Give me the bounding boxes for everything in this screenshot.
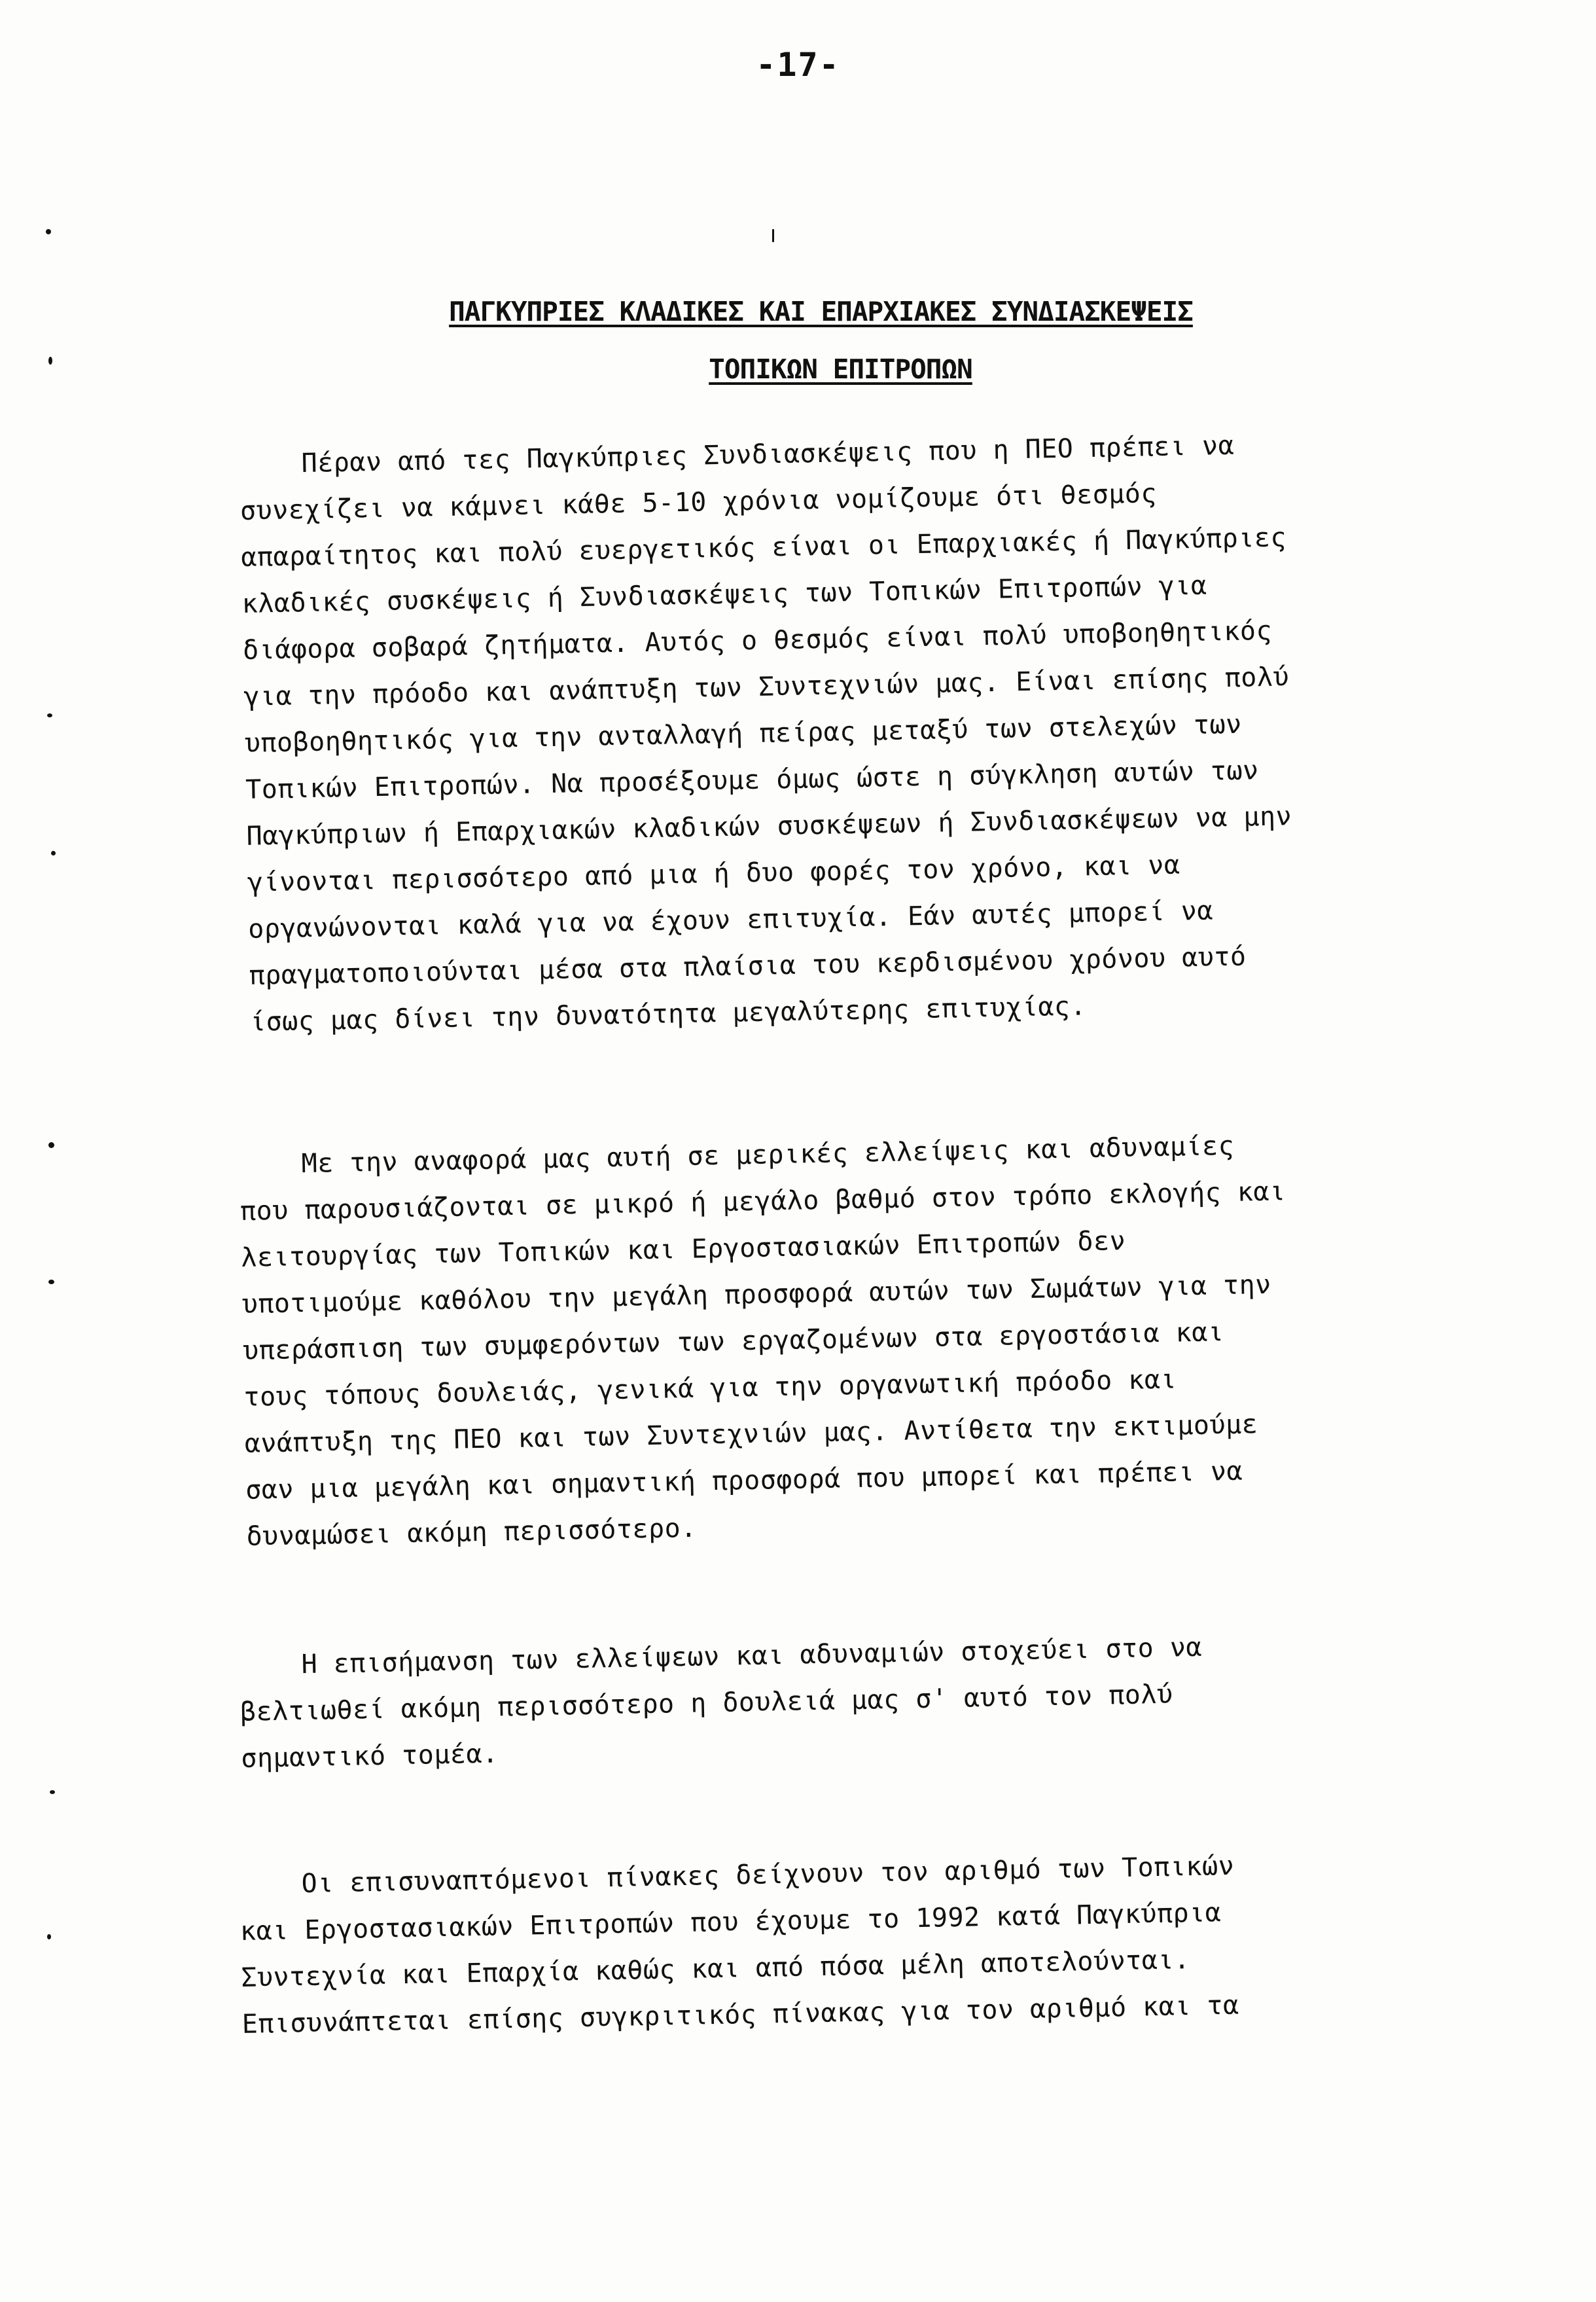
paragraph-line: Η επισήμανση των ελλείψεων και αδυναμιών στοχεύει στο να <box>301 1632 1203 1680</box>
paragraph-line: βελτιωθεί ακόμη περισσότερο η δουλειά μας σ' αυτό τον πολύ <box>239 1679 1173 1727</box>
scan-speck <box>47 1934 51 1939</box>
paragraph-line: Επισυνάπτεται επίσης συγκριτικός πίνακας για τον αριθμό και τα <box>241 1990 1240 2040</box>
scan-speck <box>51 851 56 855</box>
scan-speck <box>48 1280 54 1284</box>
paragraph-line: σαν μια μεγάλη και σημαντική προσφορά που μπορεί και πρέπει να <box>245 1456 1243 1505</box>
paragraph-line: Πέραν από τες Παγκύπριες Συνδιασκέψεις που η ΠΕΟ πρέπει να <box>301 430 1235 479</box>
paragraph-line: συνεχίζει να κάμνει κάθε 5-10 χρόνια νομίζουμε ότι θεσμός <box>239 478 1158 526</box>
paragraph-line: γίνονται περισσότερο από μια ή δυο φορές τον χρόνο, και να <box>247 850 1180 898</box>
scan-speck <box>50 1790 55 1794</box>
paragraph-2 <box>239 1122 1294 1560</box>
scan-speck <box>772 229 774 242</box>
scan-speck <box>47 713 52 717</box>
scan-speck <box>48 1142 54 1148</box>
paragraph-line: και Εργοστασιακών Επιτροπών που έχουμε το 1992 κατά Παγκύπρια <box>239 1897 1222 1947</box>
paragraph-line: τους τόπους δουλειάς, γενικά για την οργανωτική πρόοδο και <box>243 1364 1177 1412</box>
paragraph-line: υποτιμούμε καθόλου την μεγάλη προσφορά αυτών των Σωμάτων για την <box>241 1269 1272 1320</box>
paragraph-line: απαραίτητος και πολύ ευεργετικός είναι οι Επαρχιακές ή Παγκύπριες <box>240 522 1287 573</box>
paragraph-line: που παρουσιάζονται σε μικρό ή μεγάλο βαθμό στον τρόπο εκλογής και <box>239 1176 1286 1227</box>
scan-speck <box>46 229 51 234</box>
paragraph-line: Τοπικών Επιτροπών. Να προσέξουμε όμως ώστε η σύγκληση αυτών των <box>245 755 1260 805</box>
paragraph-line: κλαδικές συσκέψεις ή Συνδιασκέψεις των Τοπικών Επιτροπών για <box>241 570 1207 619</box>
paragraph-line: δυναμώσει ακόμη περισσότερο. <box>246 1513 698 1552</box>
paragraph-line: οργανώνονται καλά για να έχουν επιτυχία. Εάν αυτές μπορεί να <box>247 895 1214 944</box>
paragraph-line: υποβοηθητικός για την ανταλλαγή πείρας μεταξύ των στελεχών των <box>244 709 1243 759</box>
paragraph-line: υπεράσπιση των συμφερόντων των εργαζομένων στα εργοστάσια και <box>242 1317 1224 1366</box>
paragraph-line: Συντεχνία και Επαρχία καθώς και από πόσα μέλη αποτελούνται. <box>240 1945 1190 1993</box>
paragraph-line: για την πρόοδο και ανάπτυξη των Συντεχνιών μας. Είναι επίσης πολύ <box>243 662 1290 712</box>
heading-line-2: ΤΟΠΙΚΩΝ ΕΠΙΤΡΟΠΩΝ <box>709 353 972 385</box>
paragraph-3 <box>239 1623 1288 1782</box>
paragraph-1 <box>239 422 1297 1046</box>
heading-line-1: ΠΑΓΚΥΠΡΙΕΣ ΚΛΑΔΙΚΕΣ ΚΑΙ ΕΠΑΡΧΙΑΚΕΣ ΣΥΝΔΙΑΣΚΕΨΕΙΣ <box>449 296 1193 327</box>
paragraph-line: Με την αναφορά μας αυτή σε μερικές ελλείψεις και αδυναμίες <box>301 1130 1235 1179</box>
paragraph-4 <box>239 1842 1289 2048</box>
paragraph-line: σημαντικό τομέα. <box>240 1738 499 1774</box>
page-number: -17- <box>756 46 840 84</box>
paragraph-line: διάφορα σοβαρά ζητήματα. Αυτός ο θεσμός είναι πολύ υποβοηθητικός <box>242 615 1273 666</box>
paragraph-line: πραγματοποιούνται μέσα στα πλαίσια του κερδισμένου χρόνου αυτό <box>249 941 1247 991</box>
scan-speck <box>48 357 52 365</box>
paragraph-line: ίσως μας δίνει την δυνατότητα μεγαλύτερης επιτυχίας. <box>249 991 1087 1037</box>
paragraph-line: Οι επισυναπτόμενοι πίνακες δείχνουν τον αριθμό των Τοπικών <box>301 1850 1235 1899</box>
paragraph-line: Παγκύπριων ή Επαρχιακών κλαδικών συσκέψεων ή Συνδιασκέψεων να μην <box>246 801 1292 852</box>
paragraph-line: ανάπτυξη της ΠΕΟ και των Συντεχνιών μας. Αντίθετα την εκτιμούμε <box>244 1409 1258 1459</box>
paragraph-line: λειτουργίας των Τοπικών και Εργοστασιακών Επιτροπών δεν <box>240 1226 1126 1273</box>
